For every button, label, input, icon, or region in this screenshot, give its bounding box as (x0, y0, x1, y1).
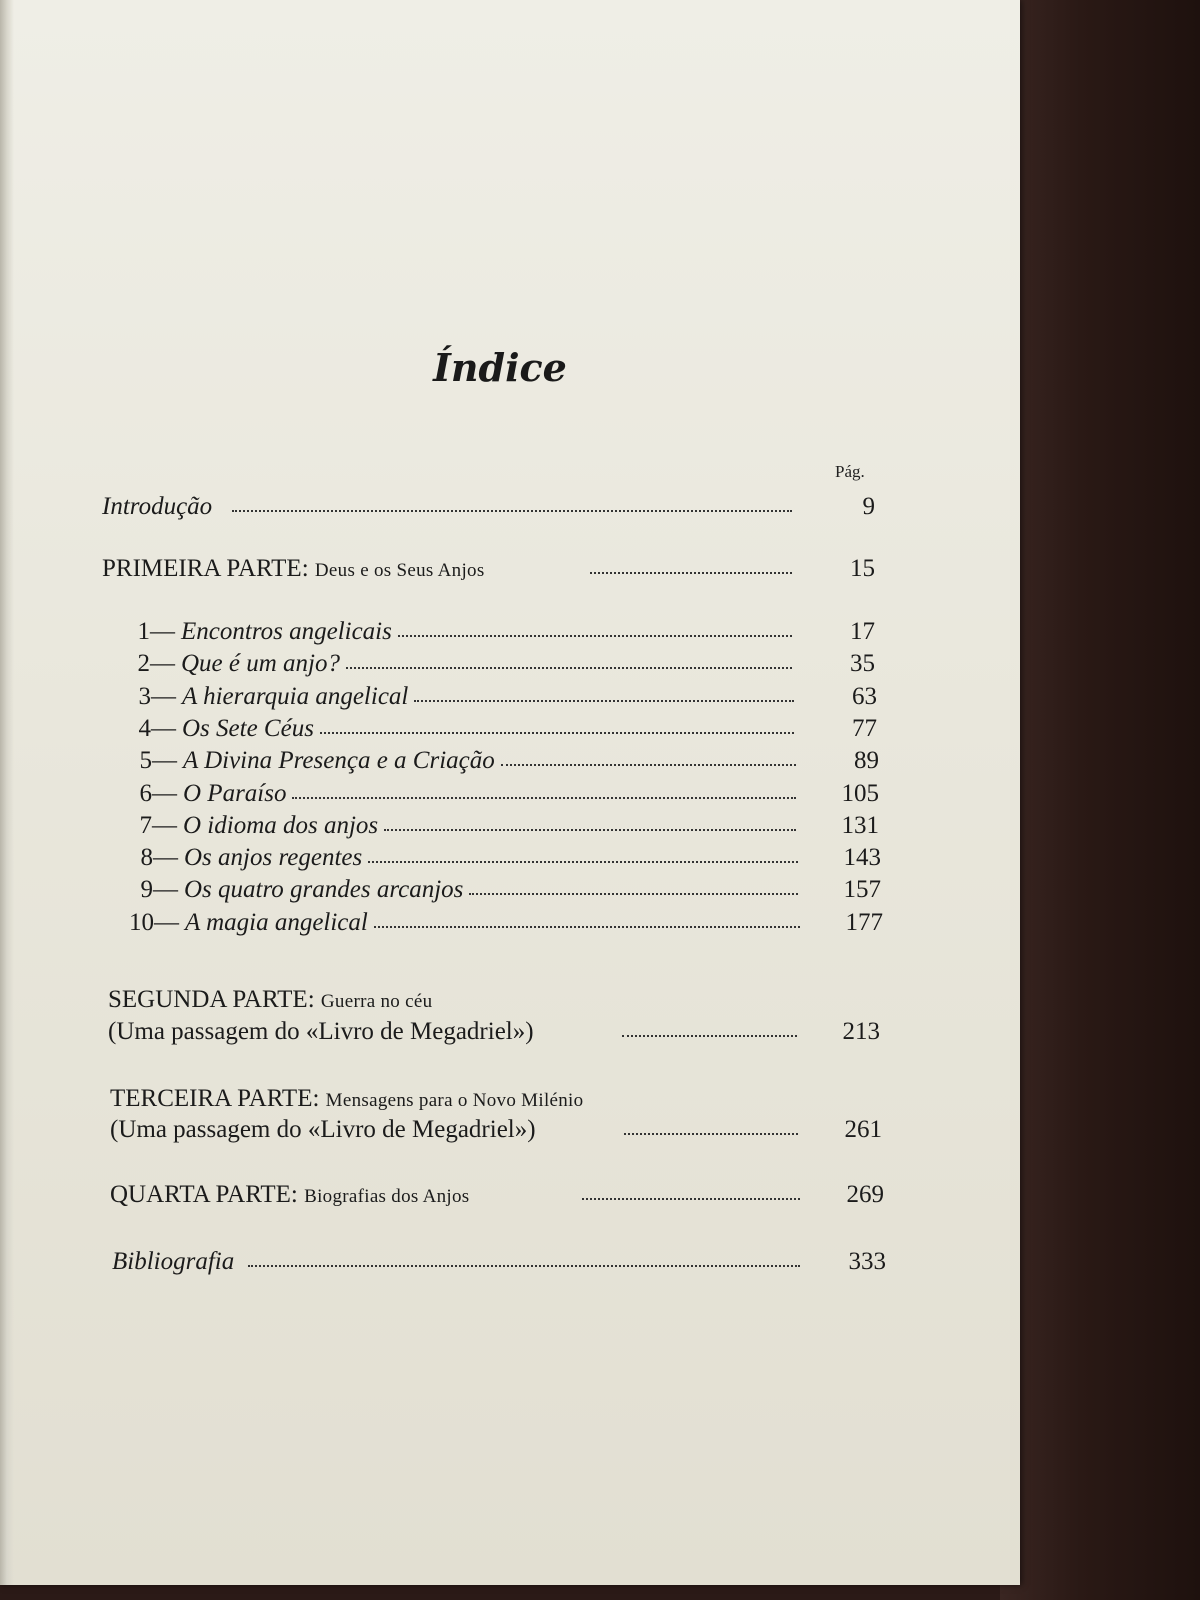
part-subtitle: Guerra no céu (320, 991, 433, 1012)
toc-chapter-entry (0, 744, 900, 778)
toc-chapter-entry (0, 712, 900, 746)
chapter-number: 3 (138, 683, 151, 710)
part-subtitle: Deus e os Seus Anjos (314, 560, 485, 581)
dot-leader (320, 732, 794, 734)
toc-entry-label (97, 809, 378, 843)
part-prefix: QUARTA PARTE: (110, 1181, 305, 1208)
toc-page-number: 35 (850, 650, 875, 677)
page-column-label: Pág. (835, 462, 865, 481)
toc-page-number: 77 (852, 715, 877, 742)
toc-page-number: 63 (852, 683, 877, 710)
chapter-title: Os Sete Céus (182, 715, 314, 742)
chapter-separator: — (153, 844, 178, 871)
chapter-number: 5 (139, 747, 152, 774)
dot-leader (368, 861, 798, 863)
toc-entry-parte2 (0, 1015, 900, 1049)
chapter-number: 9 (140, 876, 153, 903)
part-prefix: TERCEIRA PARTE: (110, 1085, 326, 1112)
toc-entry-parte3-heading (0, 1082, 900, 1116)
toc-entry-label (102, 552, 485, 588)
toc-page-number: 213 (842, 1018, 880, 1045)
toc-entry-parte4 (0, 1178, 900, 1212)
dot-leader (624, 1133, 798, 1135)
chapter-title: Os anjos regentes (184, 844, 363, 871)
dot-leader (374, 926, 800, 928)
part-prefix: PRIMEIRA PARTE: (102, 555, 315, 582)
toc-entry-introducao (0, 490, 900, 524)
chapter-number: 4 (138, 715, 151, 742)
toc-chapter-entry (0, 647, 900, 681)
dot-leader (398, 635, 792, 637)
toc-page-number: 9 (862, 493, 875, 520)
toc-chapter-entry (0, 680, 900, 714)
dot-leader (346, 667, 792, 669)
toc-chapter-entry (0, 841, 900, 875)
chapter-number: 6 (139, 780, 152, 807)
toc-entry-label (98, 873, 463, 907)
toc-chapter-entry (0, 809, 900, 843)
toc-entry-label (96, 712, 314, 746)
toc-chapter-entry (0, 615, 900, 649)
dot-leader (384, 829, 796, 831)
chapter-separator: — (152, 812, 177, 839)
toc-page-number: 131 (841, 812, 879, 839)
toc-page-number: 333 (848, 1248, 886, 1275)
chapter-number: 8 (140, 844, 153, 871)
dot-leader (469, 893, 798, 895)
toc-entry-parte1 (0, 552, 900, 586)
chapter-title: O Paraíso (183, 780, 287, 807)
chapter-number: 2 (137, 650, 150, 677)
toc-page-number: 177 (845, 909, 883, 936)
dot-leader (232, 510, 792, 512)
toc-entry-label: Bibliografia (112, 1248, 235, 1275)
toc-entry-parte3 (0, 1113, 900, 1147)
chapter-separator: — (153, 876, 178, 903)
toc-page-number: 17 (850, 618, 875, 645)
toc-entry-label (98, 841, 362, 875)
part-subtitle: Mensagens para o Novo Milénio (325, 1090, 584, 1111)
chapter-title: O idioma dos anjos (183, 812, 379, 839)
toc-entry-label (97, 777, 286, 811)
chapter-title: A Divina Presença e a Criação (183, 747, 495, 774)
toc-page-number: 89 (854, 747, 879, 774)
chapter-separator: — (152, 747, 177, 774)
chapter-title: Que é um anjo? (181, 650, 340, 677)
chapter-number: 1 (137, 618, 150, 645)
chapter-number: 10 (129, 909, 154, 936)
chapter-title: A magia angelical (185, 909, 368, 936)
toc-page-number: 269 (846, 1181, 884, 1208)
chapter-separator: — (151, 715, 176, 742)
dot-leader (414, 700, 794, 702)
toc-chapter-entry (0, 777, 900, 811)
toc-entry-bibliografia (0, 1245, 900, 1279)
toc-entry-label (97, 744, 495, 778)
page-title: Índice (433, 345, 567, 390)
toc-page-number: 261 (844, 1116, 882, 1143)
toc-entry-label (95, 615, 392, 649)
toc-entry-label: Introdução (102, 493, 213, 520)
dot-leader (248, 1265, 800, 1267)
dot-leader (292, 797, 796, 799)
part-subtitle: Biografias dos Anjos (304, 1186, 470, 1207)
toc-chapter-entry (0, 873, 900, 907)
background-surface (1000, 0, 1200, 1600)
toc-entry-parte2-heading (0, 983, 900, 1017)
dot-leader (590, 572, 792, 574)
toc-entry-label (110, 1178, 470, 1214)
chapter-title: A hierarquia angelical (182, 683, 409, 710)
chapter-number: 7 (139, 812, 152, 839)
toc-page-number: 105 (841, 780, 879, 807)
dot-leader (582, 1198, 800, 1200)
toc-entry-label (95, 647, 340, 681)
toc-page-number: 143 (843, 844, 881, 871)
chapter-separator: — (151, 683, 176, 710)
toc-chapter-entry (0, 906, 900, 940)
chapter-title: Encontros angelicais (181, 618, 392, 645)
toc-entry-subline: (Uma passagem do «Livro de Megadriel») (108, 1018, 534, 1045)
toc-entry-label (108, 983, 432, 1019)
chapter-separator: — (154, 909, 179, 936)
toc-entry-label (96, 680, 408, 714)
chapter-title: Os quatro grandes arcanjos (184, 876, 464, 903)
part-prefix: SEGUNDA PARTE: (108, 986, 321, 1013)
chapter-separator: — (150, 650, 175, 677)
chapter-separator: — (152, 780, 177, 807)
toc-entry-subline: (Uma passagem do «Livro de Megadriel») (110, 1116, 536, 1143)
dot-leader (622, 1035, 797, 1037)
toc-entry-label (99, 906, 368, 940)
dot-leader (501, 764, 796, 766)
toc-page-number: 157 (843, 876, 881, 903)
toc-page-number: 15 (850, 555, 875, 582)
chapter-separator: — (150, 618, 175, 645)
